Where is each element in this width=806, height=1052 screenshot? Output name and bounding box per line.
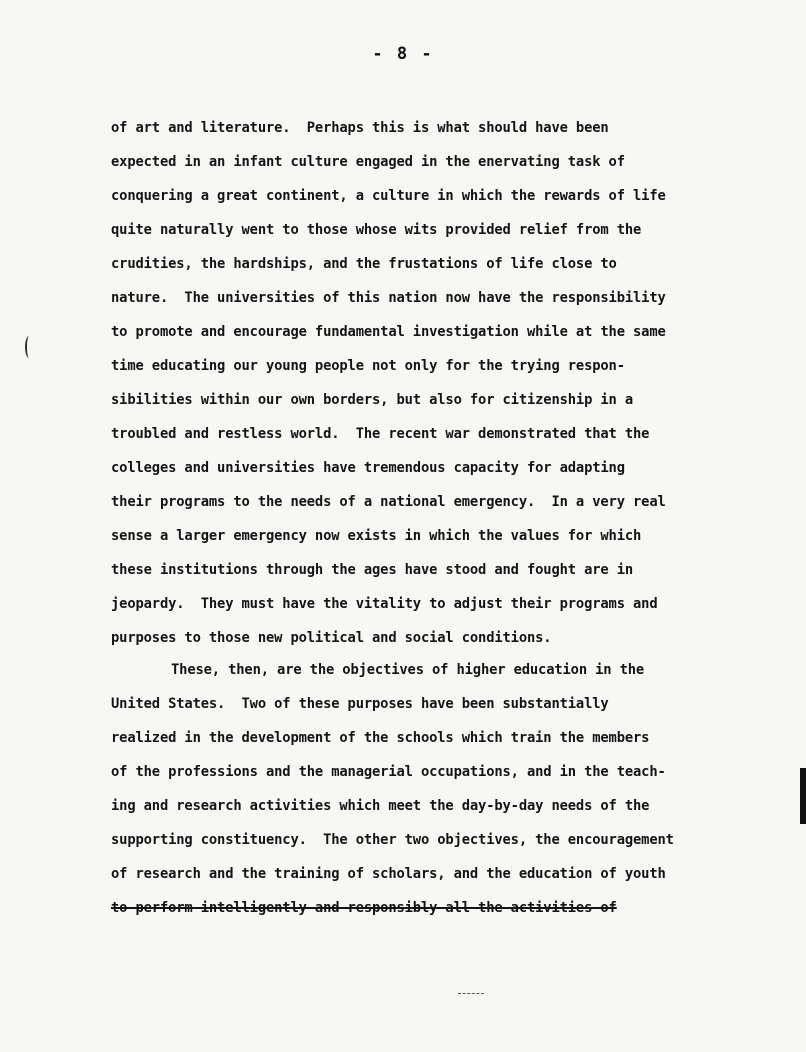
scan-artifact-bottom [458, 993, 484, 996]
text-line-13: sense a larger emergency now exists in which the values for which [111, 528, 642, 544]
text-line-17: These, then, are the objectives of higher education in the [171, 662, 645, 678]
text-line-10: troubled and restless world. The recent war demonstrated that the [111, 426, 650, 442]
text-line-5: crudities, the hardships, and the frustations of life close to [111, 256, 617, 272]
text-line-1: of art and literature. Perhaps this is what should have been [111, 120, 609, 136]
text-line-24: to perform intelligently and responsibly all the activities of [111, 900, 617, 916]
text-line-22: supporting constituency. The other two objectives, the encouragement [111, 832, 674, 848]
text-line-19: realized in the development of the schools which train the members [111, 730, 650, 746]
text-line-11: colleges and universities have tremendous capacity for adapting [111, 460, 625, 476]
text-line-7: to promote and encourage fundamental investigation while at the same [111, 324, 666, 340]
text-line-2: expected in an infant culture engaged in the enervating task of [111, 154, 625, 170]
text-line-15: jeopardy. They must have the vitality to adjust their programs and [111, 596, 658, 612]
text-line-23: of research and the training of scholars, and the education of youth [111, 866, 666, 882]
text-line-9: sibilities within our own borders, but also for citizenship in a [111, 392, 634, 408]
text-line-16: purposes to those new political and social conditions. [111, 630, 552, 646]
text-line-21: ing and research activities which meet the day-by-day needs of the [111, 798, 650, 814]
text-line-8: time educating our young people not only for the trying respon- [111, 358, 625, 374]
scan-artifact-left [25, 336, 33, 358]
text-line-3: conquering a great continent, a culture in which the rewards of life [111, 188, 666, 204]
text-line-12: their programs to the needs of a national emergency. In a very real [111, 494, 666, 510]
text-line-20: of the professions and the managerial occupations, and in the teach- [111, 764, 666, 780]
text-line-6: nature. The universities of this nation now have the responsibility [111, 290, 666, 306]
text-line-4: quite naturally went to those whose wits provided relief from the [111, 222, 642, 238]
page-number: - 8 - [372, 44, 434, 64]
text-line-14: these institutions through the ages have stood and fought are in [111, 562, 634, 578]
text-line-18: United States. Two of these purposes have been substantially [111, 696, 609, 712]
scan-artifact-right [800, 768, 806, 824]
